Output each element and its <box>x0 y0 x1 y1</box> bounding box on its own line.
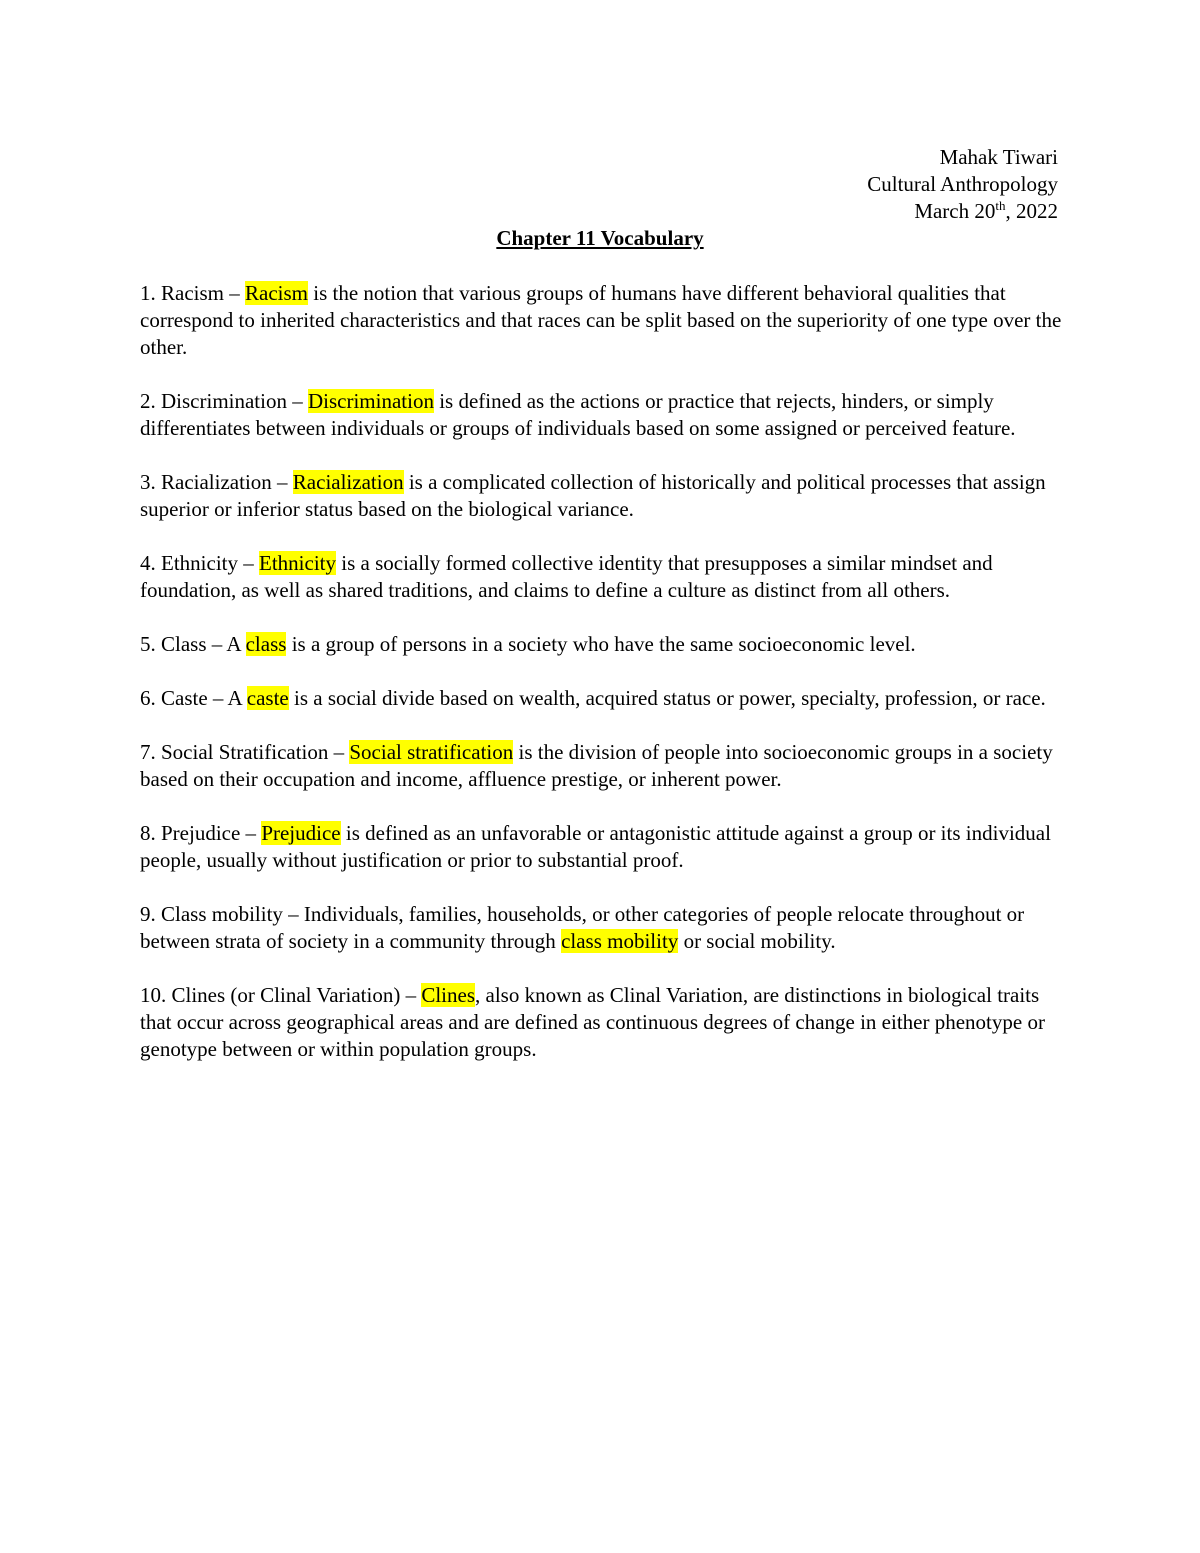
highlighted-term: caste <box>246 686 289 710</box>
highlighted-term: Ethnicity <box>259 551 336 575</box>
entry-definition: is the division of people into socioeconomic groups in a society based on their occupation and income, affluence prestige, or inherent power. <box>140 740 1053 791</box>
highlighted-term: Racialization <box>292 470 404 494</box>
author-name: Mahak Tiwari <box>939 145 1058 169</box>
vocab-entry-ethnicity <box>140 550 1064 604</box>
entry-term: 7. Social Stratification – <box>140 740 350 764</box>
entry-term: 1. Racism – <box>140 281 245 305</box>
entry-term: 2. Discrimination – <box>140 389 308 413</box>
entry-definition: is defined as the actions or practice that rejects, hinders, or simply differentiates between individuals or groups of individuals based on some assigned or perceived feature. <box>140 389 1016 440</box>
vocab-entry-prejudice <box>140 820 1064 874</box>
highlighted-term: Clines <box>421 983 475 1007</box>
vocab-entry-class <box>140 631 1064 658</box>
entry-definition: or social mobility. <box>678 929 836 953</box>
entry-definition: is defined as an unfavorable or antagonistic attitude against a group or its individual people, usually without justification or prior to substantial proof. <box>140 821 1051 872</box>
vocab-entry-racialization <box>140 469 1064 523</box>
entry-term: 4. Ethnicity – <box>140 551 259 575</box>
document-header <box>867 144 1058 225</box>
vocab-entry-class-mobility <box>140 901 1064 955</box>
entry-definition: is a group of persons in a society who have the same socioeconomic level. <box>286 632 916 656</box>
entry-definition: is a socially formed collective identity that presupposes a similar mindset and foundation, as well as shared traditions, and claims to define a culture as distinct from all others. <box>140 551 993 602</box>
vocab-entry-discrimination <box>140 388 1064 442</box>
vocab-entry-racism <box>140 280 1064 361</box>
entry-term: 3. Racialization – <box>140 470 293 494</box>
vocab-entry-clines <box>140 982 1064 1063</box>
date-superscript: th <box>995 198 1006 213</box>
vocab-entry-social-stratification <box>140 739 1064 793</box>
entry-definition: is a social divide based on wealth, acquired status or power, specialty, profession, or race. <box>288 686 1046 710</box>
entry-term: 9. Class mobility – Individuals, families, households, or other categories of people relocate throughout or between strata of society in a community through <box>140 902 1025 953</box>
highlighted-term: Social stratification <box>349 740 514 764</box>
entry-term: 5. Class – A <box>140 632 246 656</box>
vocabulary-list <box>140 280 1064 1063</box>
document-title: Chapter 11 Vocabulary <box>496 226 704 250</box>
highlighted-term: class mobility <box>561 929 679 953</box>
highlighted-term: Discrimination <box>307 389 434 413</box>
entry-term: 8. Prejudice – <box>140 821 262 845</box>
entry-definition: , also known as Clinal Variation, are distinctions in biological traits that occur across geographical areas and are defined as continuous degrees of change in either phenotype or genotype between or within population groups. <box>140 983 1045 1061</box>
entry-term: 10. Clines (or Clinal Variation) – <box>140 983 422 1007</box>
vocab-entry-caste <box>140 685 1064 712</box>
highlighted-term: Prejudice <box>261 821 341 845</box>
entry-definition: is the notion that various groups of humans have different behavioral qualities that correspond to inherited characteristics and that races can be split based on the superiority of one type over the other. <box>140 281 1062 359</box>
date-suffix: , 2022 <box>1005 199 1058 223</box>
entry-definition: is a complicated collection of historically and political processes that assign superior or inferior status based on the biological variance. <box>140 470 1046 521</box>
highlighted-term: class <box>245 632 287 656</box>
course-name: Cultural Anthropology <box>867 172 1058 196</box>
highlighted-term: Racism <box>245 281 308 305</box>
date-prefix: March 20 <box>914 199 996 223</box>
entry-term: 6. Caste – A <box>140 686 247 710</box>
document-date <box>867 198 1058 225</box>
